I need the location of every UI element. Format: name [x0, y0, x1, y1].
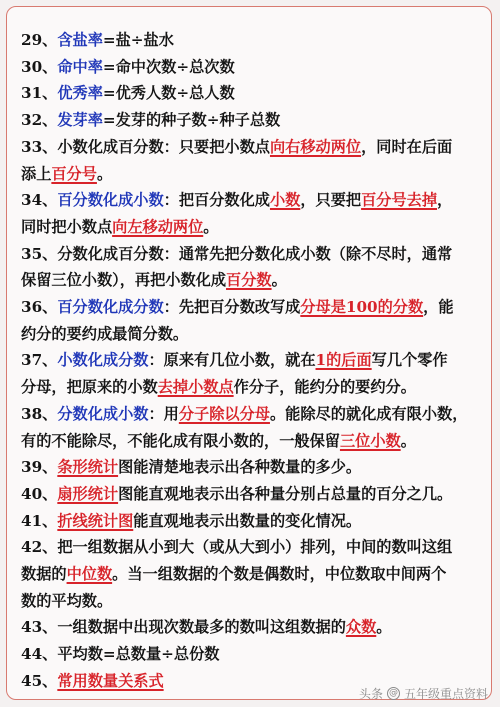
text-span: 36、	[21, 298, 58, 316]
highlighted-term: 众数	[345, 618, 377, 637]
text-span: 。	[376, 618, 392, 637]
highlighted-term: 百分号	[51, 164, 97, 183]
text-span: 添上	[21, 164, 52, 183]
text-line	[21, 616, 391, 638]
highlighted-term: 分母是100的分数	[300, 298, 424, 316]
text-span: 41、	[21, 511, 58, 530]
text-line	[21, 82, 235, 104]
text-span: 同时把小数点	[21, 217, 113, 236]
text-span: 29、	[21, 31, 58, 49]
text-span: =盐÷盐水	[102, 31, 174, 49]
text-line	[21, 403, 467, 425]
highlighted-term: 去掉小数点	[157, 378, 234, 397]
key-term: 百分数化成分数	[57, 298, 164, 316]
text-span: 。能除尽的就化成有限小数，	[269, 404, 468, 423]
text-span: ：用	[148, 404, 179, 423]
text-line	[21, 643, 219, 665]
text-span: 有的不能除尽，不能化成有限小数的，一般保留	[21, 431, 340, 450]
highlighted-term: 中位数	[66, 565, 113, 583]
text-line	[21, 243, 452, 265]
text-line	[21, 189, 452, 211]
text-line	[21, 109, 280, 131]
highlighted-term: 向右移动两位	[269, 137, 362, 156]
text-line	[21, 536, 452, 558]
text-line	[21, 670, 164, 692]
text-span: ：把百分数化成	[163, 191, 270, 210]
text-span: 31、	[21, 84, 58, 103]
key-term: 百分数化成小数	[57, 191, 164, 210]
text-span: 35、分数化成百分数：通常先把分数化成小数（除不尽时，通常	[21, 244, 453, 263]
key-term: 命中率	[57, 57, 103, 76]
text-span: ，只要把	[300, 191, 362, 210]
text-span: 44、平均数=总数量÷总份数	[21, 645, 220, 664]
text-span: 33、小数化成百分数：只要把小数点	[21, 137, 270, 156]
text-span: 分母，把原来的小数	[21, 378, 158, 397]
text-line	[21, 323, 188, 345]
text-span: 作分子，能约分的要约分。	[233, 378, 416, 397]
text-line	[21, 56, 235, 78]
watermark	[359, 681, 488, 705]
text-span: 34、	[21, 191, 58, 210]
at-icon: @	[388, 687, 398, 698]
highlighted-term: 折线统计图	[57, 511, 134, 530]
text-span: 43、一组数据中出现次数最多的数叫这组数据的	[21, 618, 346, 637]
text-span: =命中次数÷总次数	[102, 57, 235, 76]
highlighted-term: 扇形统计	[57, 484, 119, 503]
highlighted-term: 小数	[269, 191, 301, 210]
text-span: ，	[437, 191, 453, 210]
key-term: 发芽率	[57, 111, 103, 130]
key-term: 分数化成小数	[57, 404, 149, 423]
text-span: 39、	[21, 458, 58, 477]
text-span: 数据的	[21, 565, 67, 583]
text-span: 。	[203, 217, 219, 236]
text-span: 37、	[21, 351, 58, 370]
watermark-brand: 头条	[358, 686, 383, 701]
text-line	[21, 163, 112, 185]
highlighted-term: 分子除以分母	[178, 404, 270, 423]
text-line	[21, 456, 361, 478]
text-span: 。	[271, 271, 287, 290]
text-line	[21, 136, 452, 158]
text-span: =优秀人数÷总人数	[102, 84, 235, 103]
highlighted-term: 百分号去掉	[361, 191, 438, 210]
text-line	[21, 216, 218, 238]
text-span: =发芽的种子数÷种子总数	[102, 111, 281, 130]
text-line	[21, 349, 448, 371]
text-span: ：先把百分数改写成	[163, 298, 301, 316]
text-span: 38、	[21, 404, 58, 423]
document-frame	[6, 6, 492, 700]
text-span: 40、	[21, 484, 58, 503]
text-line	[21, 269, 287, 291]
text-span: ，同时在后面	[361, 137, 453, 156]
text-line	[21, 563, 446, 585]
highlighted-term: 向左移动两位	[112, 217, 204, 236]
text-span: 写几个零作	[371, 351, 448, 370]
text-span: 45、	[21, 671, 58, 690]
text-line	[21, 510, 361, 532]
text-span: 30、	[21, 57, 58, 76]
text-line	[21, 376, 416, 398]
text-line	[21, 430, 416, 452]
key-term: 优秀率	[57, 84, 103, 103]
text-span: 42、把一组数据从小到大（或从大到小）排列，中间的数叫这组	[21, 538, 453, 557]
text-line	[21, 296, 454, 318]
key-term: 小数化成分数	[57, 351, 149, 370]
text-span: 图能清楚地表示出各种数量的多少。	[118, 458, 362, 477]
text-span: 。	[96, 164, 113, 183]
highlighted-term: 百分数	[226, 271, 272, 290]
text-span: ，能	[423, 298, 454, 316]
text-line	[21, 483, 452, 505]
text-line	[21, 590, 112, 612]
highlighted-term: 三位小数	[339, 431, 401, 450]
key-term: 含盐率	[57, 31, 103, 49]
text-line	[21, 29, 174, 51]
text-span: 能直观地表示出数量的变化情况。	[133, 511, 362, 530]
highlighted-term: 常用数量关系式	[57, 671, 164, 690]
text-span: ：原来有几位小数，就在	[148, 351, 316, 370]
text-span: 。当一组数据的个数是偶数时，中位数取中间两个	[112, 565, 447, 583]
text-span: 32、	[21, 111, 58, 130]
text-span: 保留三位小数），再把小数化成	[21, 271, 227, 290]
text-span: 约分的要约成最简分数。	[21, 324, 189, 343]
highlighted-term: 条形统计	[57, 458, 119, 477]
text-span: 图能直观地表示出各种量分别占总量的百分之几。	[118, 484, 453, 503]
text-span: 。	[400, 431, 416, 450]
highlighted-term: 1的后面	[315, 351, 372, 370]
text-span: 数的平均数。	[21, 591, 113, 610]
watermark-author: 五年级重点资料	[403, 686, 488, 701]
